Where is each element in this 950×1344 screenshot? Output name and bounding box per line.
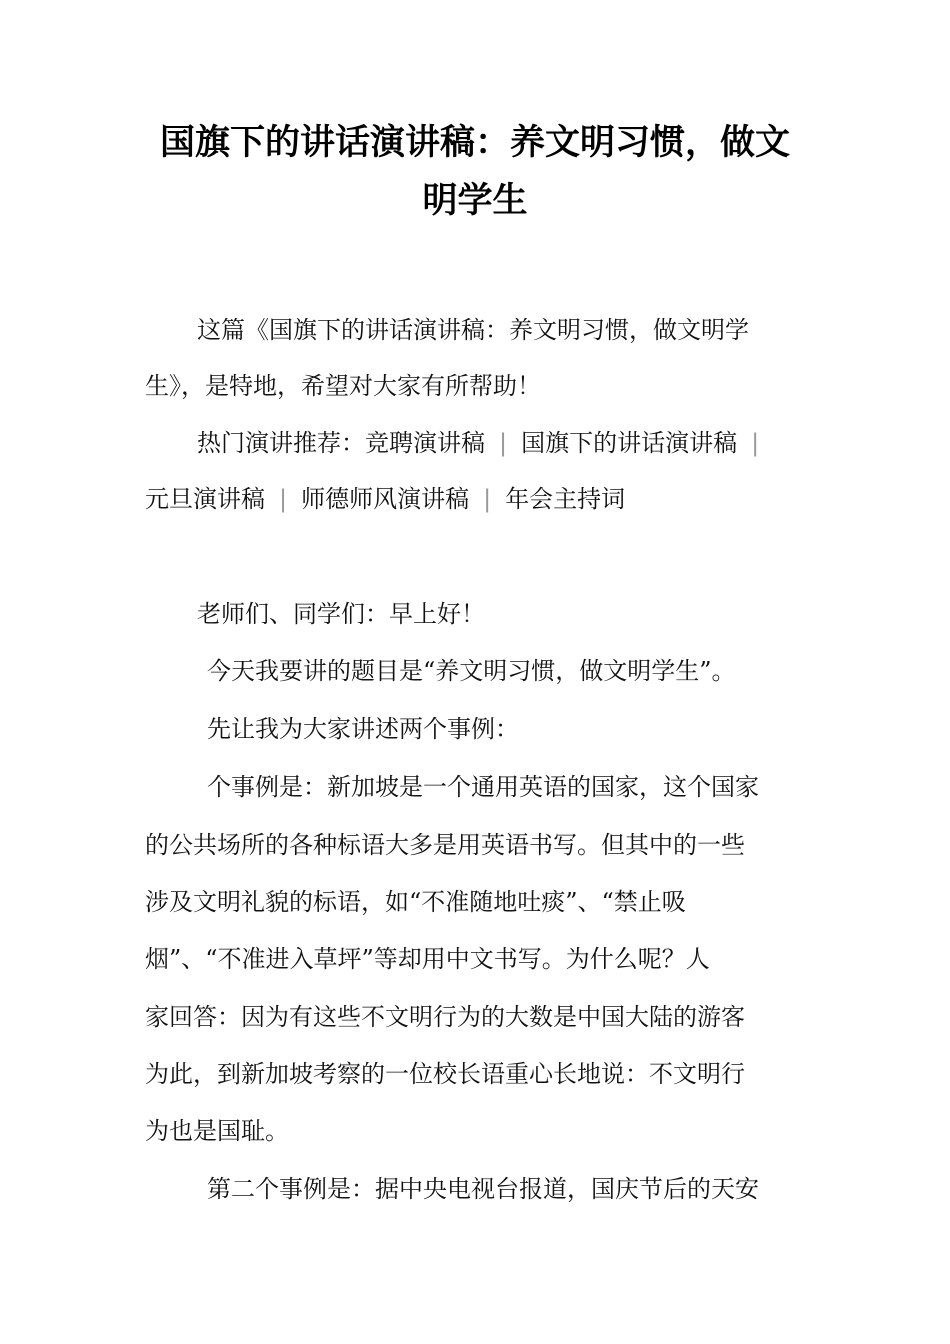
hot-link-annual-meeting-host[interactable]: 年会主持词 [505,485,626,513]
hot-recommendations-line-1 [197,426,759,460]
case-1-line: 烟”、“不准进入草坪”等却用中文书写。为什么呢？人 [145,945,710,973]
hot-recommendations-line-2 [145,482,625,516]
link-separator: | [499,429,508,457]
case-2-line-1: 第二个事例是：据中央电视台报道，国庆节后的天安 [207,1175,759,1203]
hot-link-competition-speech[interactable]: 竞聘演讲稿 [365,429,485,457]
case-1-line: 涉及文明礼貌的标语，如“不准随地吐痰”、“禁止吸 [145,888,686,916]
greeting: 老师们、同学们：早上好！ [197,600,485,628]
case-1-line: 个事例是：新加坡是一个通用英语的国家，这个国家 [207,773,759,801]
hot-link-flag-speech[interactable]: 国旗下的讲话演讲稿 [521,429,738,457]
hot-recommendations-label: 热门演讲推荐： [197,429,365,457]
link-separator: | [279,485,288,513]
hot-link-teacher-ethics-speech[interactable]: 师德师风演讲稿 [301,485,470,513]
document-title-line-2: 明学生 [422,181,528,221]
case-1-line: 家回答：因为有这些不文明行为的大数是中国大陆的游客 [145,1003,745,1031]
intro-line-2: 生》，是特地，希望对大家有所帮助！ [145,372,541,400]
intro-line-1: 这篇《国旗下的讲话演讲稿：养文明习惯，做文明学 [197,316,749,344]
case-1-line: 的公共场所的各种标语大多是用英语书写。但其中的一些 [145,831,745,859]
link-separator: | [751,429,760,457]
speech-topic: 今天我要讲的题目是“养文明习惯，做文明学生”。 [207,657,736,685]
link-separator: | [483,485,492,513]
cases-intro: 先让我为大家讲述两个事例： [207,715,519,743]
case-1-line: 为也是国耻。 [145,1117,289,1145]
case-1-line: 为此，到新加坡考察的一位校长语重心长地说：不文明行 [145,1060,745,1088]
hot-link-new-year-speech[interactable]: 元旦演讲稿 [145,485,265,513]
document-title-line-1: 国旗下的讲话演讲稿：养文明习惯，做文 [159,123,790,163]
